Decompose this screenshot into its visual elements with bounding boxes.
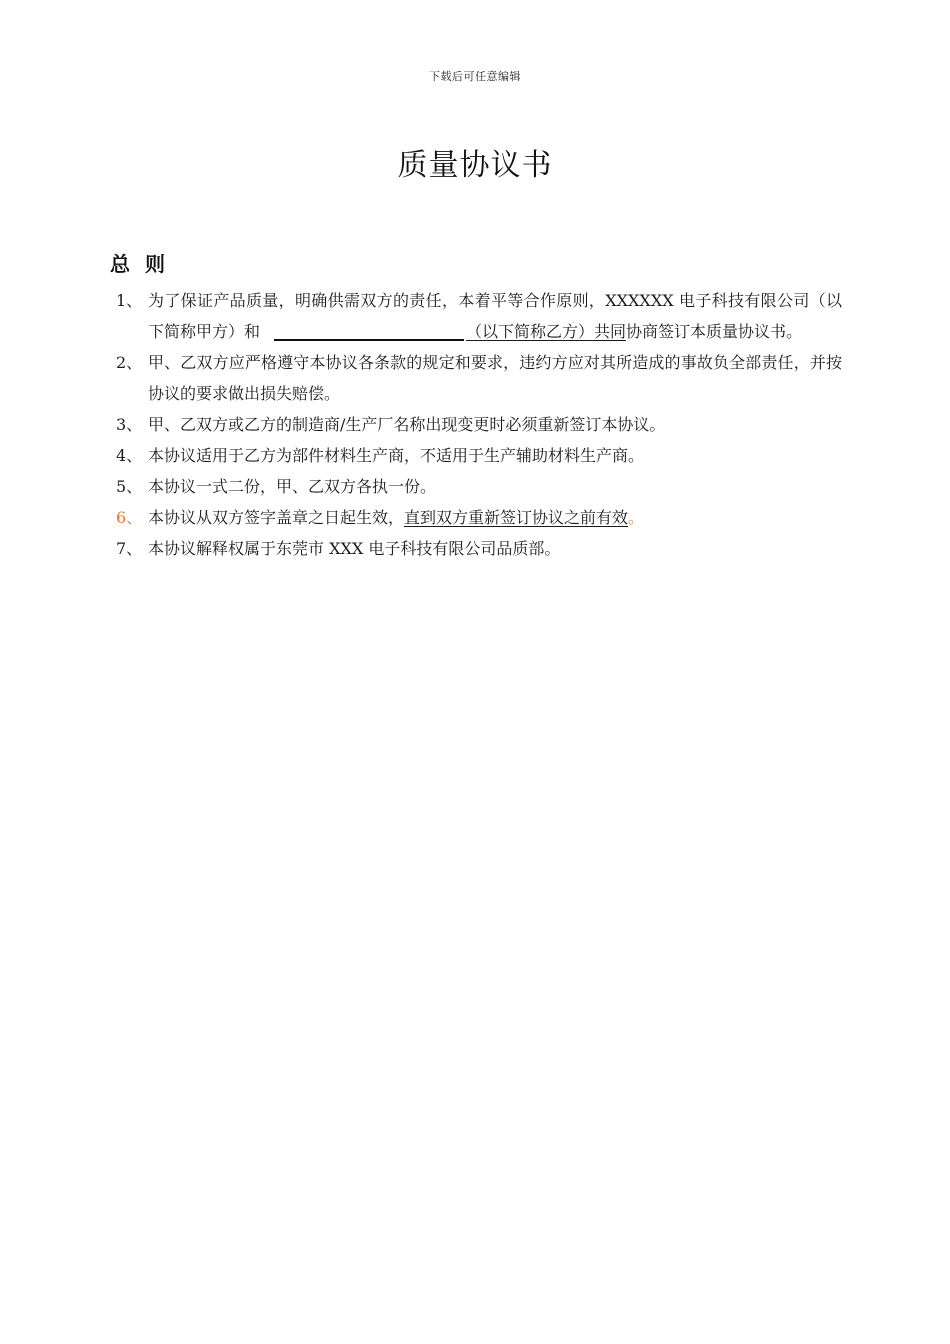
clause-number: 5、 (116, 477, 143, 496)
clause-3 (116, 409, 842, 440)
clause-4 (116, 440, 842, 471)
clause-text (148, 285, 842, 347)
clause-number: 3、 (116, 415, 143, 434)
clause-number: 7、 (116, 539, 143, 558)
clause-number: 1、 (116, 291, 143, 310)
underlined-text: 直到双方重新签订协议之前有效 (404, 508, 629, 527)
clause-7 (116, 533, 842, 564)
document-title: 质量协议书 (397, 148, 553, 183)
clause-5 (116, 471, 842, 502)
clause-text: 本协议解释权属于东莞市 XXX 电子科技有限公司品质部。 (148, 539, 561, 558)
clause-text-part: 本协议从双方签字盖章之日起生效， (148, 508, 405, 527)
clause-text-part: 。 (628, 508, 645, 527)
clause-number: 6、 (116, 508, 143, 527)
header-note: 下载后可任意编辑 (429, 70, 521, 83)
section-heading: 总 则 (110, 252, 169, 276)
clause-number: 2、 (116, 353, 143, 372)
clause-text: 本协议适用于乙方为部件材料生产商，不适用于生产辅助材料生产商。 (148, 446, 645, 465)
clause-text: 甲、乙双方应严格遵守本协议各条款的规定和要求，违约方应对其所造成的事故负全部责任，并按协议的要求做出损失赔偿。 (148, 353, 842, 403)
clause-6 (116, 502, 842, 533)
clause-list (116, 285, 842, 564)
clause-2 (116, 347, 842, 409)
fill-in-blank (274, 321, 464, 341)
clause-text: 甲、乙双方或乙方的制造商/生产厂名称出现变更时必须重新签订本协议。 (148, 415, 666, 434)
clause-text-part: 为了保证产品质量，明确供需双方的责任，本着平等合作原则，XXXXXX 电子科技有限公司（以下简称甲方）和 (148, 291, 842, 341)
clause-text (148, 502, 842, 533)
underlined-text: （以下简称乙方）共同 (466, 322, 627, 341)
clause-text: 本协议一式二份，甲、乙双方各执一份。 (148, 477, 437, 496)
clause-text-part: 协商签订本质量协议书。 (626, 322, 803, 341)
clause-1 (116, 285, 842, 347)
clause-number: 4、 (116, 446, 143, 465)
